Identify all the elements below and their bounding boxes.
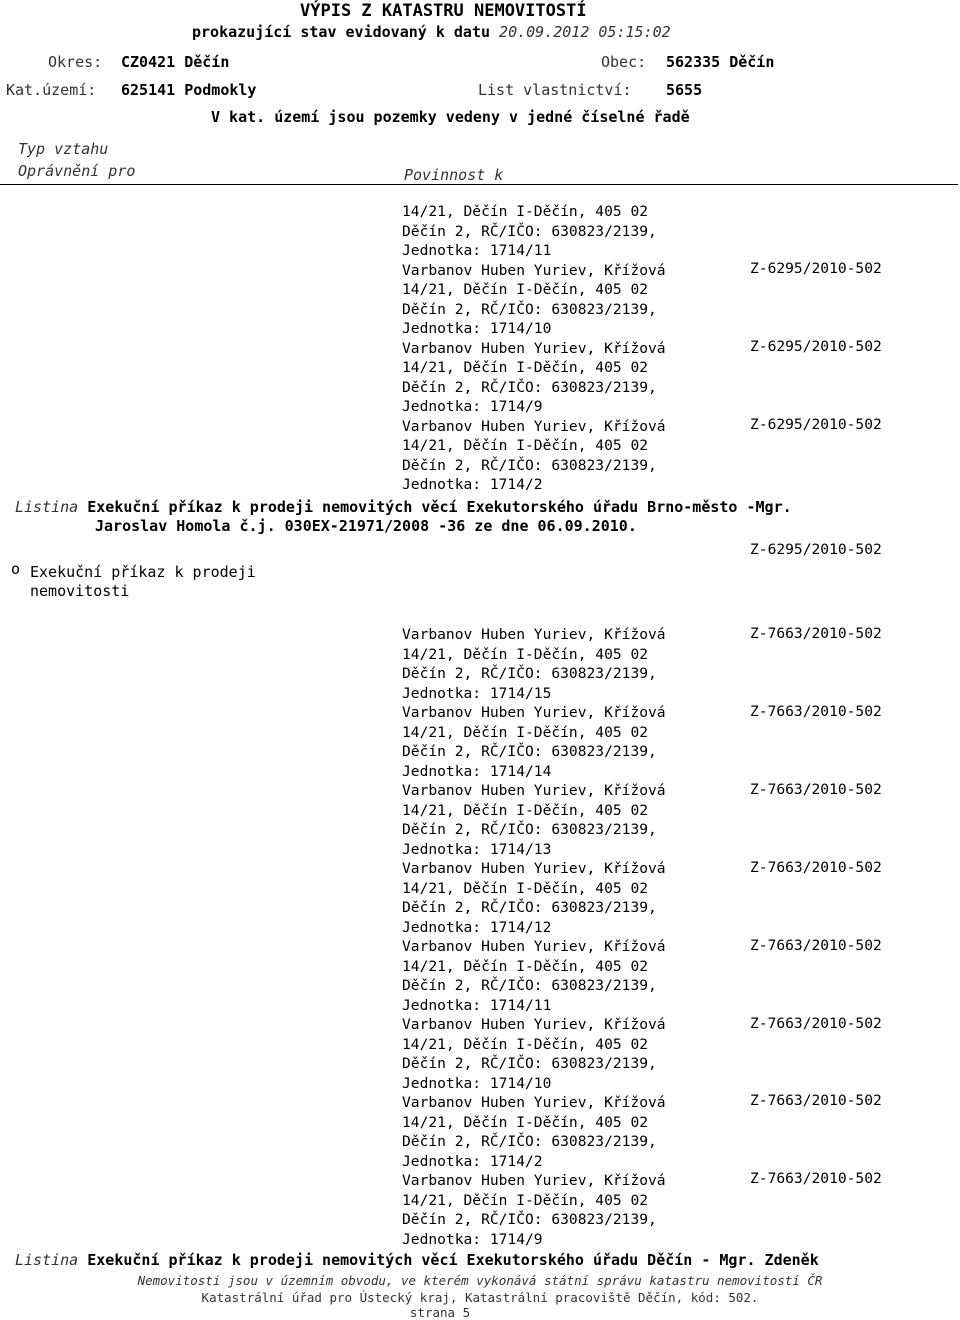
section2-line: Varbanov Huben Yuriev, Křížová bbox=[402, 860, 666, 877]
section1-ref: Z-6295/2010-502 bbox=[750, 338, 882, 355]
section2-line: Jednotka: 1714/13 bbox=[402, 840, 552, 858]
section2-line: 14/21, Děčín I-Děčín, 405 02 bbox=[402, 801, 649, 819]
listina-label: Listina bbox=[15, 498, 79, 516]
section2-line: Děčín 2, RČ/IČO: 630823/2139, bbox=[402, 665, 657, 682]
section1-line: Děčín 2, RČ/IČO: 630823/2139, bbox=[402, 378, 657, 396]
section2-line: Varbanov Huben Yuriev, Křížová bbox=[402, 1094, 666, 1111]
section2-line: 14/21, Děčín I-Děčín, 405 02 bbox=[402, 1191, 649, 1209]
subtitle-label: prokazující stav evidovaný k datu bbox=[192, 23, 491, 41]
section2-ref: Z-7663/2010-502 bbox=[750, 1092, 882, 1109]
okres-value: CZ0421 Děčín bbox=[121, 53, 230, 71]
section2-line: Děčín 2, RČ/IČO: 630823/2139, bbox=[402, 743, 657, 760]
section1-line: Jednotka: 1714/2 bbox=[402, 476, 543, 493]
listina-text: Exekuční příkaz k prodeji nemovitých věcí Exekutorského úřadu Brno-město -Mgr. bbox=[87, 498, 792, 516]
section2-line: Jednotka: 1714/2 bbox=[402, 1152, 543, 1170]
section1-line: 14/21, Děčín I-Děčín, 405 02 bbox=[402, 359, 649, 376]
section2-line: Děčín 2, RČ/IČO: 630823/2139, bbox=[402, 821, 657, 838]
section2-line: Jednotka: 1714/12 bbox=[402, 918, 552, 936]
obec-label: Obec: bbox=[601, 53, 647, 71]
section2-ref: Z-7663/2010-502 bbox=[750, 781, 882, 798]
section2-ref: Z-7663/2010-502 bbox=[750, 625, 882, 642]
header-rule bbox=[0, 184, 958, 185]
section2-line: 14/21, Děčín I-Děčín, 405 02 bbox=[402, 723, 649, 741]
footer-line2: Katastrální úřad pro Ústecký kraj, Katastrální pracoviště Děčín, kód: 502. bbox=[201, 1290, 759, 1305]
page-subtitle bbox=[192, 23, 671, 41]
section1-line: Varbanov Huben Yuriev, Křížová bbox=[402, 261, 666, 279]
section2-line: Děčín 2, RČ/IČO: 630823/2139, bbox=[402, 977, 657, 994]
section2-line: 14/21, Děčín I-Děčín, 405 02 bbox=[402, 957, 649, 975]
listina-text: Exekuční příkaz k prodeji nemovitých věcí Exekutorského úřadu Děčín - Mgr. Zdeněk bbox=[87, 1251, 819, 1269]
section2-line: Jednotka: 1714/9 bbox=[402, 1230, 543, 1248]
page-number: strana 5 bbox=[409, 1305, 471, 1320]
section2-line: 14/21, Děčín I-Děčín, 405 02 bbox=[402, 1035, 649, 1053]
entry-type-line1: Exekuční příkaz k prodeji bbox=[30, 563, 256, 581]
section2-line: Varbanov Huben Yuriev, Křížová bbox=[402, 782, 666, 799]
section1-line: 14/21, Děčín I-Děčín, 405 02 bbox=[402, 437, 649, 454]
listina-1 bbox=[15, 498, 792, 517]
katuz-label: Kat.území: bbox=[6, 81, 97, 99]
listina-2 bbox=[15, 1251, 819, 1270]
katuz-value: 625141 Podmokly bbox=[121, 81, 257, 99]
listina-label: Listina bbox=[15, 1251, 79, 1269]
section2-ref: Z-7663/2010-502 bbox=[750, 703, 882, 720]
section2-line: Jednotka: 1714/11 bbox=[402, 996, 552, 1014]
section2-line: Děčín 2, RČ/IČO: 630823/2139, bbox=[402, 1211, 657, 1228]
section2-line: Varbanov Huben Yuriev, Křížová bbox=[402, 1016, 666, 1033]
section2-line: Varbanov Huben Yuriev, Křížová bbox=[402, 938, 666, 955]
section1-ref: Z-6295/2010-502 bbox=[750, 416, 882, 433]
footer-line1: Nemovitosti jsou v územním obvodu, ve kterém vykonává státní správu katastru nemovitostí ČR bbox=[137, 1273, 823, 1288]
section2-ref: Z-7663/2010-502 bbox=[750, 859, 882, 876]
obec-value: 562335 Děčín bbox=[666, 53, 775, 71]
section2-ref: Z-7663/2010-502 bbox=[750, 937, 882, 954]
section2-line: 14/21, Děčín I-Děčín, 405 02 bbox=[402, 1113, 649, 1131]
listina-text-cont: Jaroslav Homola č.j. 030EX-21971/2008 -36 ze dne 06.09.2010. bbox=[95, 517, 637, 535]
section1-line: Děčín 2, RČ/IČO: 630823/2139, bbox=[402, 222, 657, 240]
lv-value: 5655 bbox=[666, 81, 703, 99]
section2-line: Jednotka: 1714/14 bbox=[402, 762, 552, 780]
section1-line: Děčín 2, RČ/IČO: 630823/2139, bbox=[402, 300, 657, 318]
section1-line: Jednotka: 1714/11 bbox=[402, 242, 552, 259]
section2-ref: Z-7663/2010-502 bbox=[750, 1170, 882, 1187]
section1-block bbox=[402, 202, 666, 495]
section1-line: 14/21, Děčín I-Děčín, 405 02 bbox=[402, 281, 649, 298]
section2-line: 14/21, Děčín I-Děčín, 405 02 bbox=[402, 645, 649, 663]
section2-line: Děčín 2, RČ/IČO: 630823/2139, bbox=[402, 1055, 657, 1072]
entry-type-line2: nemovitosti bbox=[30, 582, 130, 600]
section1-line: Varbanov Huben Yuriev, Křížová bbox=[402, 417, 666, 435]
subtitle-date: 20.09.2012 05:15:02 bbox=[499, 23, 671, 41]
section2-line: Děčín 2, RČ/IČO: 630823/2139, bbox=[402, 1133, 657, 1150]
section1-line: Děčín 2, RČ/IČO: 630823/2139, bbox=[402, 456, 657, 474]
col-typ-vztahu: Typ vztahu bbox=[18, 140, 109, 158]
okres-label: Okres: bbox=[48, 53, 103, 71]
page-title: VÝPIS Z KATASTRU NEMOVITOSTÍ bbox=[300, 1, 587, 21]
section1-line: Jednotka: 1714/10 bbox=[402, 320, 552, 337]
numbering-note: V kat. území jsou pozemky vedeny v jedné číselné řadě bbox=[211, 108, 690, 126]
col-povinnost-k: Povinnost k bbox=[404, 166, 504, 184]
section1-line: 14/21, Děčín I-Děčín, 405 02 bbox=[402, 203, 649, 220]
col-opravneni-pro: Oprávnění pro bbox=[18, 162, 136, 180]
section2-block bbox=[402, 625, 666, 1249]
entry-bullet: o bbox=[11, 560, 21, 578]
section2-ref: Z-7663/2010-502 bbox=[750, 1015, 882, 1032]
section2-line: 14/21, Děčín I-Děčín, 405 02 bbox=[402, 879, 649, 897]
listina1-ref: Z-6295/2010-502 bbox=[750, 541, 882, 558]
section1-ref: Z-6295/2010-502 bbox=[750, 260, 882, 277]
lv-label: List vlastnictví: bbox=[478, 81, 632, 99]
section2-line: Varbanov Huben Yuriev, Křížová bbox=[402, 1172, 666, 1189]
section1-line: Varbanov Huben Yuriev, Křížová bbox=[402, 339, 666, 357]
section1-line: Jednotka: 1714/9 bbox=[402, 398, 543, 415]
section2-line: Varbanov Huben Yuriev, Křížová bbox=[402, 626, 666, 643]
section2-line: Děčín 2, RČ/IČO: 630823/2139, bbox=[402, 899, 657, 916]
section2-line: Jednotka: 1714/10 bbox=[402, 1074, 552, 1092]
section2-line: Varbanov Huben Yuriev, Křížová bbox=[402, 704, 666, 721]
section2-line: Jednotka: 1714/15 bbox=[402, 684, 552, 702]
